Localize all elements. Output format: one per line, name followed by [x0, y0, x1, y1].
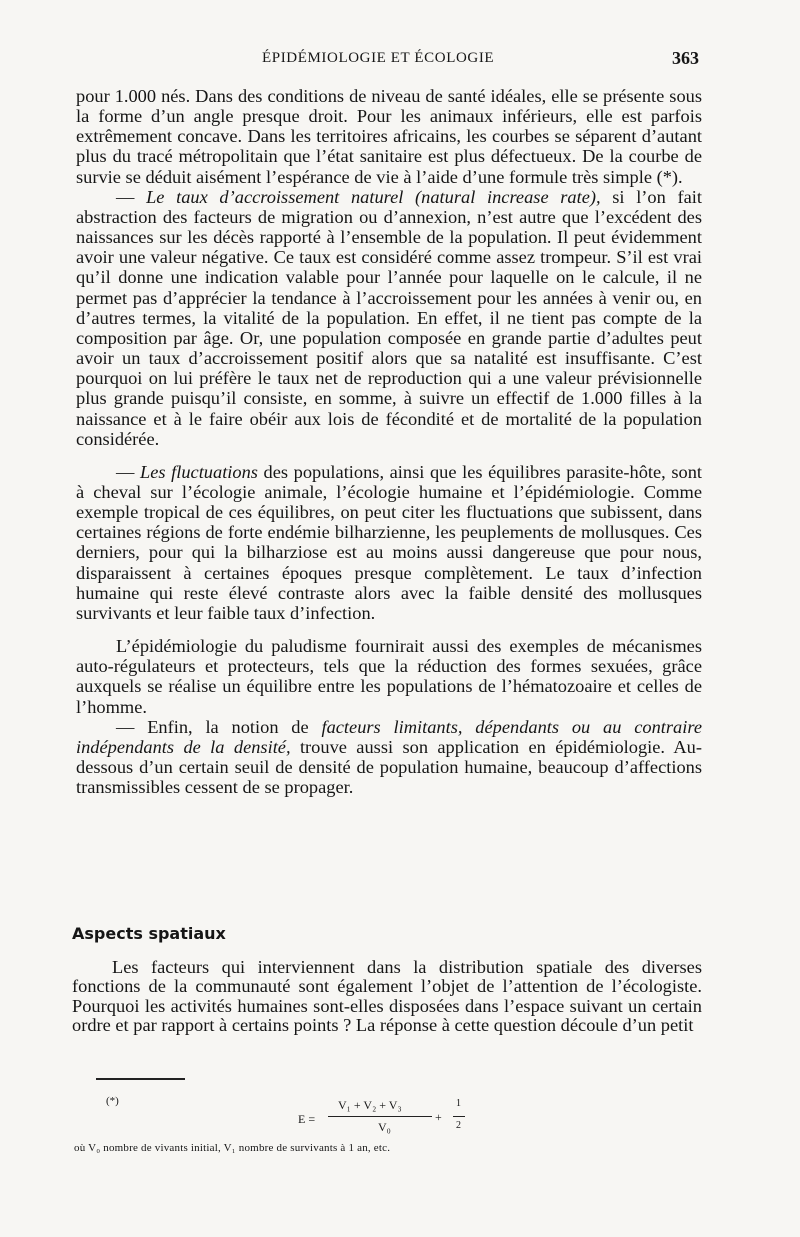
- formula-lhs: E =: [298, 1112, 316, 1126]
- body-text: [76, 86, 702, 797]
- paragraph-survival-curve: pour 1.000 nés. Dans des conditions de niveau de santé idéales, elle se présente sous la forme d’un angle presque droit. Pour les animaux inférieurs, elle est parfois extrêmement concave. Dans les territoires africains, les courbes se séparent d’autant plus du tracé métropolitain que l’état sanitaire est plus défectueux. De la courbe de survie se déduit aisément l’espérance de vie à l’aide d’une formule très simple (*).: [76, 86, 702, 187]
- emphasis-natural-increase: Le taux d’accroissement naturel (natural increase rate),: [146, 186, 601, 207]
- formula-half-numerator: 1: [456, 1098, 461, 1109]
- footnote-marker: (*): [106, 1095, 119, 1107]
- footnote-rule: [96, 1078, 185, 1080]
- footnote-text: où V₀ nombre de vivants initial, V₁ nombre de survivants à 1 an, etc.: [74, 1142, 391, 1154]
- section-text: [72, 958, 702, 1035]
- paragraph-paludisme: L’épidémiologie du paludisme fournirait aussi des exemples de mécanismes auto-régulateurs et protecteurs, tels que la réduction des formes sexuées, grâce auxquels se réalise un équilibre entre les populations de l’hématozoaire et celles de l’homme.: [76, 636, 702, 717]
- paragraph-spatial-aspects: Les facteurs qui interviennent dans la distribution spatiale des diverses fonctions de la communauté sont également l’objet de l’attention de l’écologiste. Pourquoi les activités humaines sont-elles disposées dans l’espace suivant un certain ordre et par rapport à certains points ? La réponse à cette question découle d’un petit: [72, 957, 702, 1035]
- formula-numerator: V₁ + V₂ + V₃: [338, 1098, 402, 1112]
- running-title: ÉPIDÉMIOLOGIE ET ÉCOLOGIE: [262, 50, 495, 66]
- section-heading: Aspects spatiaux: [72, 924, 226, 943]
- emphasis-limiting-factors: facteurs limitants, dépendants ou au contraire indépendants de la densité,: [76, 716, 702, 757]
- emphasis-fluctuations: Les fluctuations: [139, 461, 258, 482]
- life-expectancy-formula: [298, 1098, 498, 1140]
- formula-half-denominator: 2: [456, 1120, 461, 1131]
- paragraph-natural-increase: — Le taux d’accroissement naturel (natural increase rate), si l’on fait abstraction des facteurs de migration ou d’annexion, n’est autre que l’excédent des naissances sur les décès rapporté à l’ensemble de la population. Il peut évidemment avoir une valeur négative. Ce taux est considéré comme assez trompeur. S’il est vrai qu’il donne une indication valable pour l’année pour laquelle on le calcule, il ne permet pas d’apprécier la tendance à l’accroissement pour les années à venir ou, en d’autres termes, la vitalité de la population. En effet, il ne tient pas compte de la composition par âge. Or, une population composée en grande partie d’adultes peut avoir un taux d’accroissement positif alors que sa natalité est insuffisante. C’est pourquoi on lui préfère le taux net de reproduction qui a une valeur prévisionnelle plus grande puisqu’il consiste, en somme, à suivre un effectif de 1.000 filles à la naissance et à le faire obéir aux lois de fécondité et de mortalité de la population considérée.: [76, 186, 702, 449]
- formula-fraction-bar: [328, 1116, 432, 1117]
- formula-denominator: V₀: [378, 1120, 391, 1134]
- formula-half-bar: [453, 1116, 465, 1117]
- page-number: 363: [672, 48, 699, 68]
- paragraph-limiting-factors: — Enfin, la notion de facteurs limitants, dépendants ou au contraire indépendants de la densité, trouve aussi son application en épidémiologie. Au-dessous d’un certain seuil de densité de population humaine, beaucoup d’affections transmissibles cessent de se propager.: [76, 716, 702, 798]
- paragraph-fluctuations: — Les fluctuations des populations, ainsi que les équilibres parasite-hôte, sont à cheval sur l’écologie animale, l’écologie humaine et l’épidémiologie. Comme exemple tropical de ces équilibres, on peut citer les fluctuations que subissent, dans certaines régions de forte endémie bilharzienne, les peuplements de mollusques. Ces derniers, pour qui la bilharziose est au moins aussi dangereuse que pour nous, disparaissent à certaines époques presque complètement. Le taux d’infection humaine qui reste élevé contraste alors avec la faible densité des mollusques survivants et leur faible taux d’infection.: [76, 461, 702, 623]
- formula-plus: +: [435, 1110, 442, 1124]
- page-header: [0, 48, 800, 72]
